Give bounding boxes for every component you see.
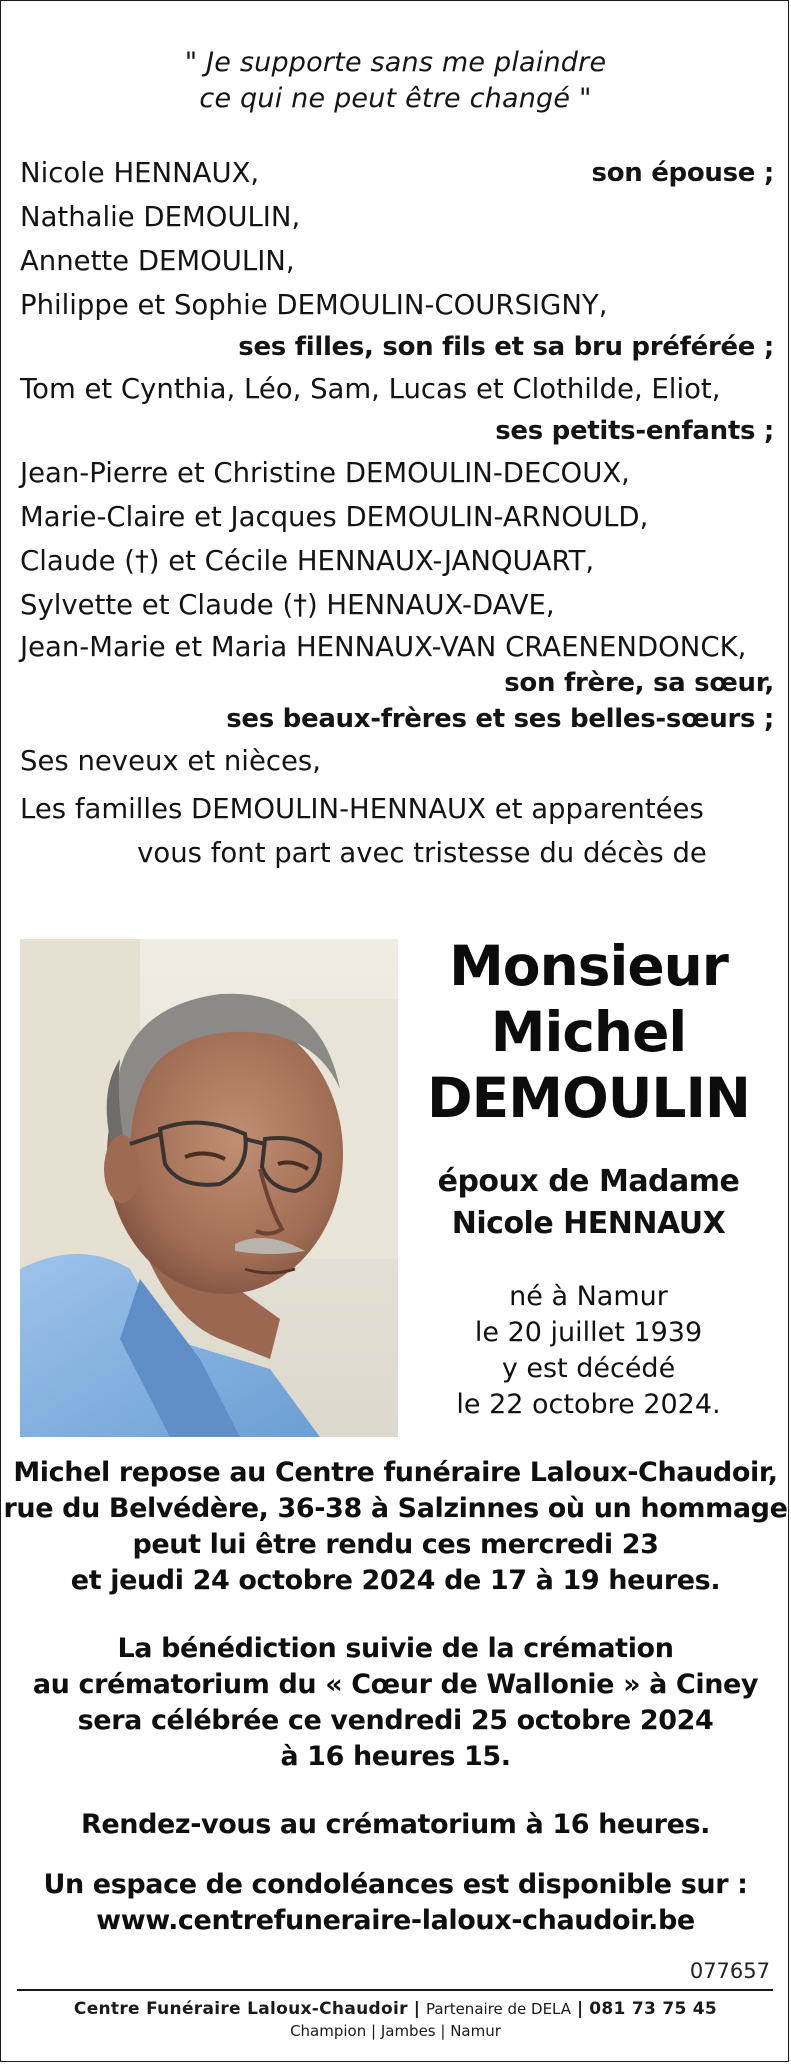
condolences-info: [1, 1867, 789, 1939]
deceased-first-name: Michel: [490, 1000, 687, 1064]
family-row-families: [20, 787, 774, 831]
family-row-sibling-2: [20, 495, 774, 539]
siblings-relation-1: son frère, sa sœur,: [504, 668, 774, 698]
visitation-line-1: Michel repose au Centre funéraire Laloux-Chaudoir,: [13, 1457, 778, 1488]
sibling-name: Marie-Claire et Jacques DEMOULIN-ARNOULD,: [20, 501, 649, 533]
deceased-spouse: [401, 1161, 776, 1245]
family-row-child-1: [20, 195, 774, 239]
visitation-info: [1, 1455, 789, 1599]
visitation-line-3: peut lui être rendu ces mercredi 23: [132, 1529, 659, 1560]
meeting-line: Rendez-vous au crématorium à 16 heures.: [80, 1809, 711, 1840]
funeral-home-footer: [1, 1998, 789, 2042]
ceremony-line-3: sera célébrée ce vendredi 25 octobre 2024: [77, 1705, 714, 1736]
deceased-last-name: DEMOULIN: [427, 1066, 750, 1130]
spouse-name: Nicole HENNAUX,: [20, 157, 260, 189]
quote-line-1: " Je supporte sans me plaindre: [184, 47, 607, 78]
ceremony-line-1: La bénédiction suivie de la crémation: [117, 1633, 674, 1664]
sibling-name: Jean-Marie et Maria HENNAUX-VAN CRAENENDONCK,: [20, 631, 747, 663]
reference-number: 077657: [689, 1959, 770, 1983]
phone-number[interactable]: 081 73 75 45: [589, 1999, 718, 2019]
announcement-text: vous font part avec tristesse du décès de: [137, 837, 707, 869]
family-row-spouse: [20, 151, 774, 195]
child-name: Nathalie DEMOULIN,: [20, 201, 301, 233]
family-row-sibling-1: [20, 451, 774, 495]
birth-date: le 20 juillet 1939: [474, 1317, 703, 1348]
funeral-home-name: Centre Funéraire Laloux-Chaudoir: [73, 1999, 408, 2019]
spouse-relation: son épouse ;: [591, 158, 774, 188]
family-row-nephews: [20, 739, 774, 783]
ceremony-line-2: au crématorium du « Cœur de Wallonie » à Ciney: [32, 1669, 759, 1700]
family-row-sibling-5: [20, 627, 774, 667]
death-date: le 22 octobre 2024.: [456, 1389, 721, 1420]
child-name: Annette DEMOULIN,: [20, 245, 295, 277]
child-name: Philippe et Sophie DEMOULIN-COURSIGNY,: [20, 289, 608, 321]
death-place: y est décédé: [501, 1353, 676, 1384]
footer-separator: |: [413, 1999, 420, 2019]
birth-place: né à Namur: [509, 1281, 668, 1312]
families-text: Les familles DEMOULIN-HENNAUX et apparentées: [20, 793, 704, 825]
grandchildren-names: Tom et Cynthia, Léo, Sam, Lucas et Clothilde, Eliot,: [20, 373, 721, 405]
sibling-name: Claude (†) et Cécile HENNAUX-JANQUART,: [20, 545, 595, 577]
portrait-photo: [20, 939, 398, 1437]
portrait-illustration: [20, 939, 398, 1437]
nephews-text: Ses neveux et nièces,: [20, 745, 321, 777]
family-row-sibling-4: [20, 583, 774, 627]
visitation-line-2: rue du Belvédère, 36-38 à Salzinnes où un hommage: [3, 1493, 788, 1524]
siblings-relation-2: ses beaux-frères et ses belles-sœurs ;: [226, 704, 774, 734]
ceremony-line-4: à 16 heures 15.: [280, 1741, 511, 1772]
funeral-home-locations: Champion | Jambes | Namur: [290, 2022, 501, 2040]
visitation-line-4: et jeudi 24 octobre 2024 de 17 à 19 heures.: [70, 1565, 721, 1596]
family-list: [20, 151, 774, 875]
footer-separator: |: [577, 1999, 584, 2019]
grandchildren-relation: ses petits-enfants ;: [495, 416, 774, 446]
birth-death-dates: [401, 1279, 776, 1423]
condolences-url[interactable]: www.centrefuneraire-laloux-chaudoir.be: [96, 1905, 695, 1936]
partner-text: Partenaire de DELA: [425, 2000, 572, 2018]
meeting-info: [1, 1807, 789, 1843]
ceremony-info: [1, 1631, 789, 1775]
deceased-title: Monsieur: [449, 934, 728, 998]
footer-divider: [17, 1989, 773, 1991]
children-relation: ses filles, son fils et sa bru préférée ;: [238, 332, 774, 362]
family-row-child-3: [20, 283, 774, 327]
family-row-grandchildren: [20, 367, 774, 411]
family-row-child-2: [20, 239, 774, 283]
quote-line-2: ce qui ne peut être changé ": [199, 83, 592, 114]
family-row-sibling-3: [20, 539, 774, 583]
sibling-name: Sylvette et Claude (†) HENNAUX-DAVE,: [20, 589, 555, 621]
spouse-line-2: Nicole HENNAUX: [451, 1206, 726, 1241]
condolences-line: Un espace de condoléances est disponible sur :: [43, 1869, 748, 1900]
spouse-line-1: époux de Madame: [437, 1164, 740, 1199]
epigraph-quote: [1, 45, 789, 117]
sibling-name: Jean-Pierre et Christine DEMOULIN-DECOUX,: [20, 457, 630, 489]
deceased-name-block: [401, 933, 776, 1423]
